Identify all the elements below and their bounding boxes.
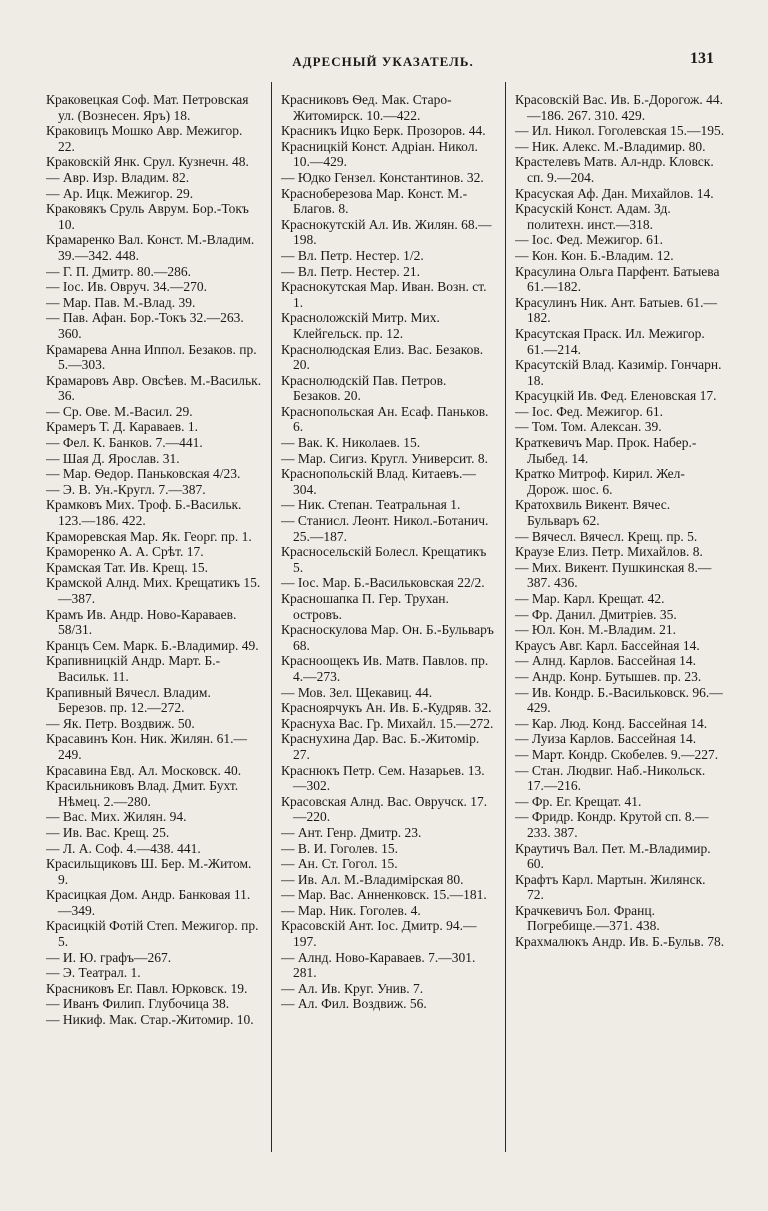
directory-entry: — Ан. Ст. Гогол. 15. xyxy=(281,856,398,872)
directory-entry: — Іос. Мар. Б.-Васильковская 22/2. xyxy=(281,575,485,591)
directory-entry: — Ар. Ицк. Межигор. 29. xyxy=(46,185,194,201)
directory-entry: — Луиза Карлов. Бассейная 14. xyxy=(515,731,697,747)
directory-entry: Крафтъ Карл. Мартын. Жилянск. 72. xyxy=(515,871,706,903)
directory-entry: Красносельскій Болесл. Крещатикъ 5. xyxy=(281,544,487,575)
directory-entry: Красуская Аф. Дан. Михайлов. 14. xyxy=(515,185,714,201)
directory-entry: Красношапка П. Гер. Трухан. островъ. xyxy=(281,591,449,622)
directory-entry: — Іос. Ив. Овруч. 34.—270. xyxy=(46,279,208,295)
directory-entry: — Э. В. Ун.-Кругл. 7.—387. xyxy=(46,481,206,497)
directory-entry: Красулина Ольга Парфент. Батыева 61.—182. xyxy=(515,263,720,295)
directory-entry: Красницкій Конст. Адріан. Никол. 10.—429. xyxy=(281,138,478,170)
directory-entry: Крамаренко Вал. Конст. М.-Владим. 39.—342. 448. xyxy=(46,232,255,263)
directory-entry: — Фр. Данил. Дмитріев. 35. xyxy=(515,606,677,622)
directory-entry: — Вак. К. Николаев. 15. xyxy=(281,435,421,451)
directory-entry: Краморевская Мар. Як. Георг. пр. 1. xyxy=(46,528,252,544)
directory-entry: Краткевичъ Мар. Прок. Набер.-Лыбед. 14. xyxy=(515,435,697,466)
directory-entry: — Іос. Фед. Межигор. 61. xyxy=(515,232,663,248)
directory-entry: — В. И. Гоголев. 15. xyxy=(281,840,398,856)
directory-entry: Крамеръ Т. Д. Караваев. 1. xyxy=(46,419,198,435)
directory-entry: — Як. Петр. Воздвиж. 50. xyxy=(46,715,195,731)
directory-entry: Крамковъ Мих. Троф. Б.-Васильк. 123.—186. 422. xyxy=(46,497,242,529)
directory-entry: Краснолюдская Елиз. Вас. Безаков. 20. xyxy=(281,341,484,373)
directory-column-2 xyxy=(281,92,497,1172)
directory-entry: Краковицъ Мошко Авр. Межигор. 22. xyxy=(46,123,243,154)
directory-entry: — Том. Том. Алексан. 39. xyxy=(515,419,662,435)
directory-entry: Красовскій Вас. Ив. Б.-Дорогож. 44.—186. 267. 310. 429. xyxy=(515,92,723,123)
directory-entry: Красноложскій Митр. Мих. Клейгельск. пр. 12. xyxy=(281,310,440,341)
directory-entry: — Мар. Пав. М.-Влад. 39. xyxy=(46,294,196,310)
directory-entry: Красноощекъ Ив. Матв. Павлов. пр. 4.—273. xyxy=(281,653,489,684)
directory-entry: — Станисл. Леонт. Никол.-Ботанич. 25.—187. xyxy=(281,513,489,544)
directory-entry: — Фел. К. Банков. 7.—441. xyxy=(46,435,203,451)
directory-entry: Красутскій Влад. Казимір. Гончарн. 18. xyxy=(515,357,722,388)
directory-entry: Краснухина Дар. Вас. Б.-Житомір. 27. xyxy=(281,731,480,762)
directory-entry: Крамаровъ Авр. Овсѣев. М.-Васильк. 36. xyxy=(46,372,262,404)
directory-entry: Красулинъ Ник. Ант. Батыев. 61.—182. xyxy=(515,294,718,326)
directory-entry: — Мар. Ник. Гоголев. 4. xyxy=(281,902,421,918)
directory-entry: Красноберезова Мар. Конст. М.-Благов. 8. xyxy=(281,185,468,217)
directory-entry: Краковякъ Сруль Аврум. Бор.-Токъ 10. xyxy=(46,201,249,232)
directory-entry: Краморенко А. А. Срѣт. 17. xyxy=(46,544,204,560)
directory-entry: — Ср. Ове. М.-Васил. 29. xyxy=(46,403,193,419)
directory-entry: Красильниковъ Влад. Дмит. Бухт. Нѣмец. 2.—280. xyxy=(46,778,239,809)
directory-entry: — Ник. Алекс. М.-Владимир. 80. xyxy=(515,138,706,154)
directory-entry: — Ант. Генр. Дмитр. 23. xyxy=(281,824,422,840)
directory-entry: Краснюкъ Петр. Сем. Назарьев. 13.—302. xyxy=(281,762,485,794)
directory-entry: — Фридр. Кондр. Крутой сп. 8.—233. 387. xyxy=(515,809,709,840)
directory-entry: — Ал. Фил. Воздвиж. 56. xyxy=(281,996,427,1012)
directory-entry: Краузе Елиз. Петр. Михайлов. 8. xyxy=(515,544,703,560)
directory-entry: Краковецкая Соф. Мат. Петровская ул. (Вознесен. Яръ) 18. xyxy=(46,92,249,123)
directory-entry: — Алнд. Карлов. Бассейная 14. xyxy=(515,653,696,669)
directory-entry: — Ив. Кондр. Б.-Васильковск. 96.—429. xyxy=(515,684,723,716)
directory-entry: — Стан. Людвиг. Наб.-Никольск. 17.—216. xyxy=(515,762,706,794)
column-divider xyxy=(271,82,272,1152)
directory-entry: Крамъ Ив. Андр. Ново-Караваев. 58/31. xyxy=(46,606,237,638)
directory-entry: — Г. П. Дмитр. 80.—286. xyxy=(46,263,191,279)
directory-entry: — Кон. Кон. Б.-Владим. 12. xyxy=(515,247,674,263)
directory-entry: Красуцкій Ив. Фед. Еленовская 17. xyxy=(515,388,717,404)
directory-entry: — Никиф. Мак. Стар.-Житомир. 10. xyxy=(46,1012,254,1028)
directory-entry: Краснопольскій Влад. Китаевъ.—304. xyxy=(281,466,476,497)
directory-entry: Крачкевичъ Бол. Франц. Погребище.—371. 438. xyxy=(515,902,660,934)
page-number: 131 xyxy=(690,50,714,67)
directory-entry: Краковскій Янк. Срул. Кузнечн. 48. xyxy=(46,154,249,170)
directory-entry: Красноярчукъ Ан. Ив. Б.-Кудряв. 32. xyxy=(281,700,492,716)
directory-entry: Краснокутская Мар. Иван. Возн. ст. 1. xyxy=(281,279,487,310)
directory-entry: Крастелевъ Матв. Ал-ндр. Кловск. сп. 9.—204. xyxy=(515,154,714,185)
directory-entry: — Андр. Конр. Бутышев. пр. 23. xyxy=(515,668,702,684)
directory-entry: Кранцъ Сем. Марк. Б.-Владимир. 49. xyxy=(46,637,259,653)
directory-entry: — Мар. Вас. Анненковск. 15.—181. xyxy=(281,887,487,903)
directory-entry: Крахмалюкъ Андр. Ив. Б.-Бульв. 78. xyxy=(515,934,725,950)
running-title: АДРЕСНЫЙ УКАЗАТЕЛЬ. xyxy=(292,54,474,69)
directory-entry: — Мар. Ѳедор. Паньковская 4/23. xyxy=(46,466,241,482)
directory-entry: Крамарева Анна Иппол. Безаков. пр. 5.—303. xyxy=(46,341,257,373)
directory-entry: — Ив. Ал. М.-Владимірская 80. xyxy=(281,871,464,887)
directory-entry: Кратохвиль Викент. Вячес. Бульваръ 62. xyxy=(515,497,671,529)
directory-entry: Красавинъ Кон. Ник. Жилян. 61.—249. xyxy=(46,731,248,762)
directory-entry: — Март. Кондр. Скобелев. 9.—227. xyxy=(515,746,719,762)
directory-entry: — Іос. Фед. Межигор. 61. xyxy=(515,403,663,419)
directory-entry: — Пав. Афан. Бор.-Токъ 32.—263. 360. xyxy=(46,310,244,341)
directory-entry: — Мов. Зел. Щекавиц. 44. xyxy=(281,684,433,700)
directory-entry: Крамская Тат. Ив. Крещ. 15. xyxy=(46,559,209,575)
directory-entry: — Мар. Сигиз. Кругл. Университ. 8. xyxy=(281,450,488,466)
directory-entry: — Иванъ Филип. Глубочица 38. xyxy=(46,996,230,1012)
directory-entry: — Ив. Вас. Крещ. 25. xyxy=(46,824,170,840)
directory-entry: — Ал. Ив. Круг. Унив. 7. xyxy=(281,980,424,996)
directory-entry: — Э. Театрал. 1. xyxy=(46,965,141,981)
directory-entry: — Юл. Кон. М.-Владим. 21. xyxy=(515,622,676,638)
directory-entry: — Мих. Викент. Пушкинская 8.—387. 436. xyxy=(515,559,712,591)
column-divider xyxy=(505,82,506,1152)
directory-entry: Красникъ Ицко Берк. Прозоров. 44. xyxy=(281,123,486,139)
directory-entry: Красниковъ Ѳед. Мак. Старо-Житомирск. 10.—422. xyxy=(281,92,452,123)
directory-entry: Краснолюдскій Пав. Петров. Безаков. 20. xyxy=(281,372,447,404)
directory-entry: — Кар. Люд. Конд. Бассейная 14. xyxy=(515,715,708,731)
page-header xyxy=(44,50,722,72)
directory-entry: — Вас. Мих. Жилян. 94. xyxy=(46,809,187,825)
directory-entry: Красовскій Ант. Іос. Дмитр. 94.—197. xyxy=(281,918,477,950)
directory-entry: — Алнд. Ново-Караваев. 7.—301. 281. xyxy=(281,949,476,981)
directory-entry: — Авр. Изр. Владим. 82. xyxy=(46,169,190,185)
directory-entry: Красутская Праск. Ил. Межигор. 61.—214. xyxy=(515,325,705,357)
directory-entry: Красовская Алнд. Вас. Овручск. 17.—220. xyxy=(281,793,488,825)
directory-entry: Красускій Конст. Адам. Зд. политехн. инст.—318. xyxy=(515,201,671,232)
directory-entry: — Ник. Степан. Театральная 1. xyxy=(281,497,461,513)
directory-entry: — Вл. Петр. Нестер. 1/2. xyxy=(281,247,424,263)
directory-entry: Красицкая Дом. Андр. Банковая 11.—349. xyxy=(46,887,251,918)
directory-entry: Красильщиковъ Ш. Бер. М.-Житом. 9. xyxy=(46,856,252,887)
directory-entry: — Ил. Никол. Гоголевская 15.—195. xyxy=(515,123,725,139)
directory-entry: — Фр. Ег. Крещат. 41. xyxy=(515,793,642,809)
directory-entry: Краснокутскій Ал. Ив. Жилян. 68.—198. xyxy=(281,216,492,248)
directory-entry: Крапивный Вячесл. Владим. Березов. пр. 12.—272. xyxy=(46,684,211,716)
directory-entry: Красниковъ Ег. Павл. Юрковск. 19. xyxy=(46,980,248,996)
directory-entry: Красицкій Фотій Степ. Межигор. пр. 5. xyxy=(46,918,259,950)
directory-column-3 xyxy=(515,92,725,1172)
directory-entry: Красавина Евд. Ал. Московск. 40. xyxy=(46,762,242,778)
directory-entry: — И. Ю. графъ—267. xyxy=(46,949,172,965)
directory-entry: — Л. А. Соф. 4.—438. 441. xyxy=(46,840,201,856)
directory-entry: Краснуха Вас. Гр. Михайл. 15.—272. xyxy=(281,715,494,731)
directory-entry: Краснопольская Ан. Есаф. Паньков. 6. xyxy=(281,403,489,435)
directory-entry: — Мар. Карл. Крещат. 42. xyxy=(515,591,665,606)
directory-entry: Краусъ Авг. Карл. Бассейная 14. xyxy=(515,637,700,653)
directory-column-1 xyxy=(46,92,262,1172)
directory-entry: — Юдко Гензел. Константинов. 32. xyxy=(281,169,484,185)
directory-entry: Красноскулова Мар. Он. Б.-Бульваръ 68. xyxy=(281,622,494,653)
directory-entry: Крапивницкій Андр. Март. Б.-Васильк. 11. xyxy=(46,653,221,684)
directory-entry: Краутичъ Вал. Пет. М.-Владимир. 60. xyxy=(515,840,711,872)
directory-entry: — Вл. Петр. Нестер. 21. xyxy=(281,263,421,279)
directory-entry: — Шая Д. Ярослав. 31. xyxy=(46,450,180,466)
directory-entry: Кратко Митроф. Кирил. Жел-Дорож. шос. 6. xyxy=(515,466,685,497)
directory-entry: — Вячесл. Вячесл. Крещ. пр. 5. xyxy=(515,528,698,544)
directory-entry: Крамской Алнд. Мих. Крещатикъ 15.—387. xyxy=(46,575,261,606)
